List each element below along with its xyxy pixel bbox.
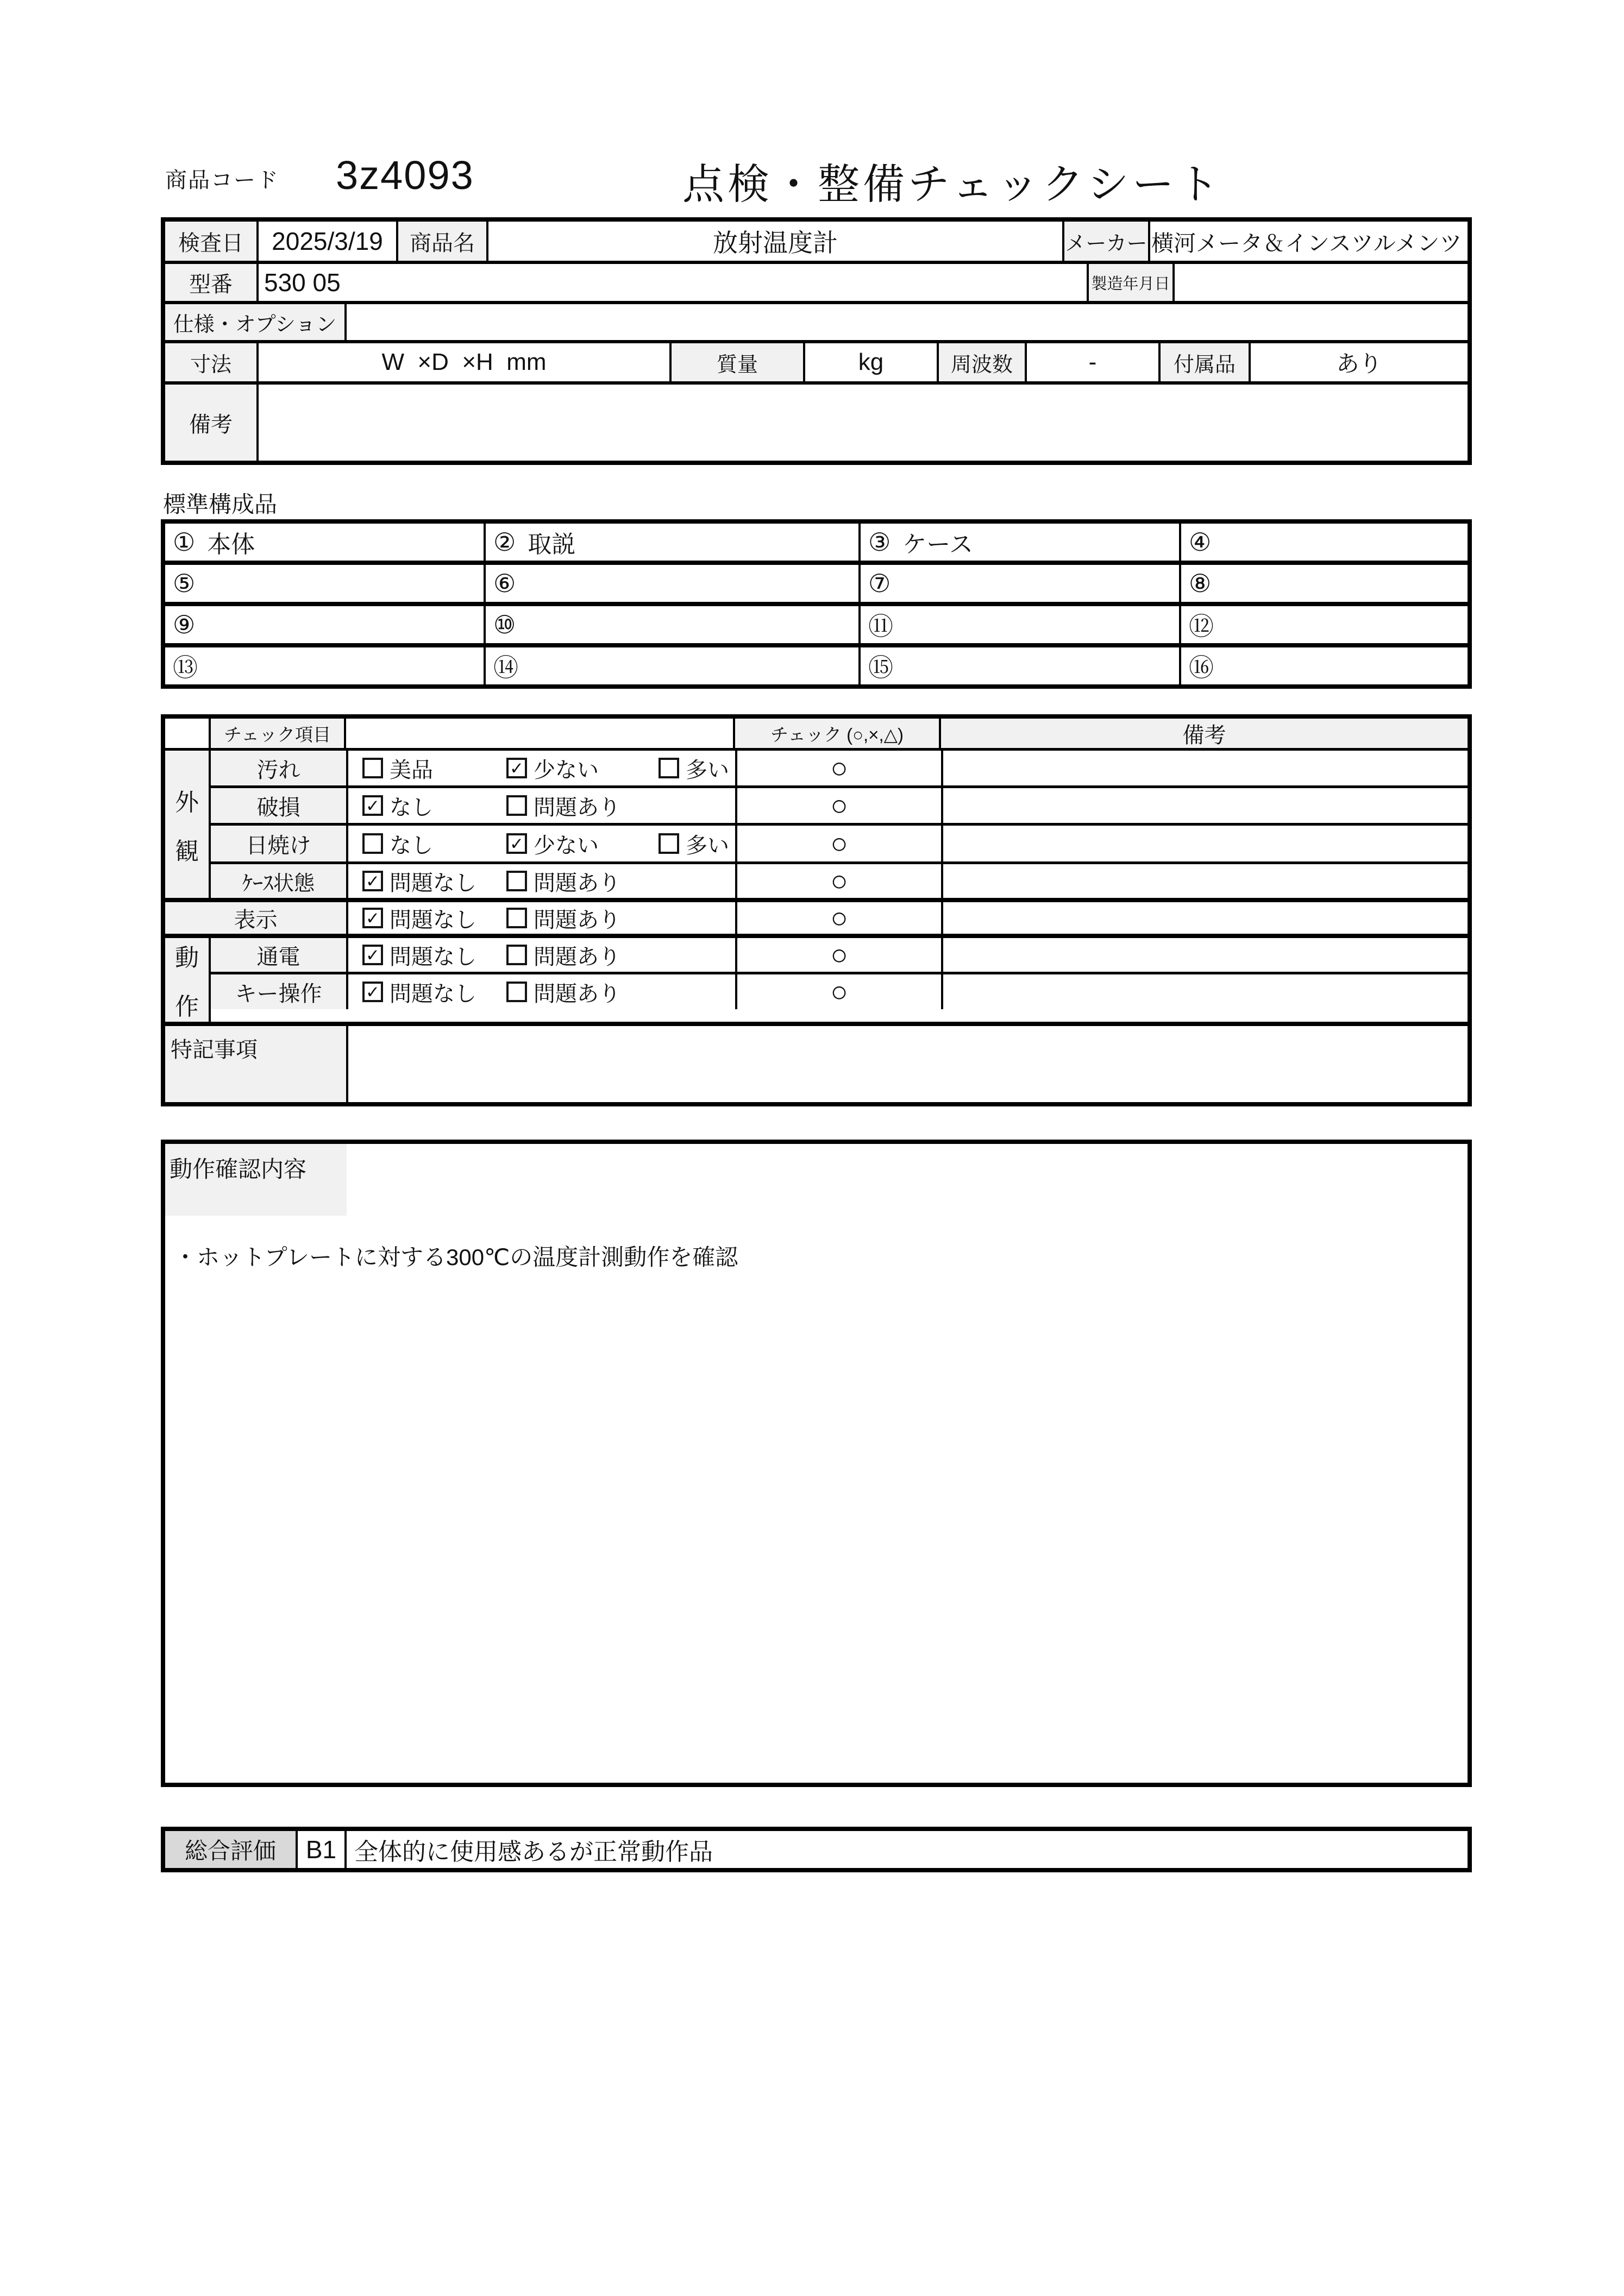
- page-header: [165, 152, 474, 198]
- product-name-label: 商品名: [396, 222, 486, 261]
- checkbox-checked-icon[interactable]: ✓: [362, 908, 383, 928]
- overall-grade-value: B1: [296, 1831, 344, 1868]
- remarks-label: 備考: [165, 385, 256, 461]
- checkbox-checked-icon[interactable]: ✓: [506, 758, 527, 778]
- check-mark-circle: ○: [735, 826, 941, 861]
- component-number: ⑩: [493, 611, 516, 639]
- components-row: [165, 561, 1468, 602]
- accessories-label: 付属品: [1158, 343, 1249, 381]
- check-item-header: チェック項目: [209, 719, 344, 748]
- check-option-label: 問題なし: [390, 945, 476, 969]
- checkbox-unchecked-icon[interactable]: [659, 833, 679, 854]
- remarks-value: [256, 385, 1468, 461]
- mfg-date-label: 製造年月日: [1087, 264, 1172, 301]
- component-number: ⑭: [493, 653, 518, 682]
- check-option-label: 問題あり: [534, 982, 620, 1006]
- info-row-4: [165, 340, 1468, 381]
- component-name: 本体: [207, 531, 255, 558]
- operation-group-label: [165, 938, 209, 1022]
- component-number: ⑧: [1189, 569, 1212, 597]
- check-row-power: [211, 938, 1468, 972]
- check-row-label: 表示: [165, 902, 346, 934]
- check-row-remarks: [941, 788, 1468, 823]
- page-title: 点検・整備チェックシート: [682, 161, 1222, 208]
- check-option-label: 少ない: [534, 758, 599, 782]
- check-option-label: 問題あり: [534, 908, 620, 932]
- component-cell: [484, 606, 858, 643]
- component-cell: [165, 647, 484, 684]
- component-number: ⑯: [1189, 653, 1214, 682]
- check-option-label: 問題なし: [390, 908, 476, 932]
- check-option-label: 多い: [686, 758, 729, 782]
- component-number: ②: [493, 528, 516, 556]
- check-row-display: [165, 898, 1468, 934]
- check-option: [362, 977, 506, 1008]
- inspection-date-value: 2025/3/19: [256, 222, 396, 261]
- operation-group-char: 動: [175, 945, 199, 971]
- maker-label: メーカー: [1062, 222, 1148, 261]
- check-option: [506, 828, 659, 859]
- check-row-label: 日焼け: [211, 826, 346, 861]
- component-cell: [484, 524, 858, 561]
- checkbox-checked-icon[interactable]: ✓: [362, 795, 383, 816]
- check-option: [362, 790, 506, 821]
- check-option: [506, 753, 659, 784]
- component-number: ⑤: [173, 569, 196, 597]
- component-cell: [1179, 565, 1468, 602]
- check-row-remarks: [941, 864, 1468, 898]
- product-code-value: 3z4093: [336, 153, 474, 198]
- operation-group: [165, 934, 1468, 1022]
- check-row-label: ｹｰｽ状態: [211, 864, 346, 898]
- component-cell: [1179, 606, 1468, 643]
- checkbox-unchecked-icon[interactable]: [506, 982, 527, 1002]
- appearance-group: [165, 748, 1468, 898]
- check-option-label: 多い: [686, 833, 729, 858]
- component-cell: [484, 565, 858, 602]
- check-options-header: [344, 719, 733, 748]
- checkbox-unchecked-icon[interactable]: [659, 758, 679, 778]
- inspection-date-label: 検査日: [165, 222, 256, 261]
- component-cell: [165, 606, 484, 643]
- spec-option-value: [344, 304, 1468, 340]
- checkbox-unchecked-icon[interactable]: [506, 871, 527, 891]
- overall-comment-value: 全体的に使用感あるが正常動作品: [344, 1831, 1468, 1868]
- check-row-label: 汚れ: [211, 751, 346, 785]
- overall-evaluation-row: [165, 1831, 1468, 1868]
- weight-value: kg: [803, 343, 937, 381]
- component-number: ⑪: [868, 612, 893, 640]
- check-row-case-condition: [211, 861, 1468, 898]
- check-mark-circle: ○: [735, 788, 941, 823]
- check-row-label: 破損: [211, 788, 346, 823]
- info-row-3: [165, 301, 1468, 340]
- components-row: [165, 602, 1468, 643]
- operation-check-box: [161, 1140, 1472, 1787]
- check-table: [161, 714, 1472, 1106]
- check-mark-circle: ○: [735, 938, 941, 972]
- weight-label: 質量: [669, 343, 803, 381]
- check-row-options: [346, 902, 735, 934]
- component-cell: [165, 524, 484, 561]
- checkbox-checked-icon[interactable]: ✓: [362, 982, 383, 1002]
- check-row-options: [346, 751, 735, 785]
- overall-evaluation-label: 総合評価: [165, 1831, 296, 1868]
- component-cell: [484, 647, 858, 684]
- components-row: [165, 524, 1468, 561]
- info-row-1: [165, 222, 1468, 261]
- check-option: [506, 903, 659, 934]
- check-option-label: 少ない: [534, 833, 599, 858]
- check-row-options: [346, 826, 735, 861]
- info-row-5: [165, 381, 1468, 461]
- check-mark-circle: ○: [735, 864, 941, 898]
- checkbox-checked-icon[interactable]: ✓: [506, 833, 527, 854]
- check-option-label: 問題なし: [390, 871, 476, 895]
- check-option: [362, 828, 506, 859]
- check-row-label: キー操作: [211, 974, 346, 1009]
- check-row-options: [346, 864, 735, 898]
- product-name-value: 放射温度計: [486, 222, 1062, 261]
- dimensions-value: W ×D ×H mm: [256, 343, 669, 381]
- check-option-label: 問題あり: [534, 945, 620, 969]
- component-cell: [858, 524, 1179, 561]
- maker-value: 横河メータ＆インスツルメンツ: [1148, 222, 1468, 261]
- special-notes-row: [165, 1022, 1468, 1102]
- check-option: [506, 790, 659, 821]
- check-row-damage: [211, 785, 1468, 823]
- check-option: [659, 828, 729, 859]
- component-number: ③: [868, 528, 891, 556]
- component-number: ⑫: [1189, 612, 1214, 640]
- component-cell: [858, 647, 1179, 684]
- dimensions-label: 寸法: [165, 343, 256, 381]
- overall-evaluation-table: [161, 1827, 1472, 1872]
- special-notes-label: 特記事項: [165, 1026, 346, 1102]
- check-option: [659, 753, 729, 784]
- frequency-label: 周波数: [937, 343, 1025, 381]
- check-option: [506, 977, 659, 1008]
- operation-check-label: 動作確認内容: [165, 1144, 347, 1216]
- check-mark-circle: ○: [735, 751, 941, 785]
- check-row-options: [346, 788, 735, 823]
- mfg-date-value: [1172, 264, 1468, 301]
- component-cell: [1179, 647, 1468, 684]
- check-option-label: 問題なし: [390, 982, 476, 1006]
- check-option: [362, 940, 506, 971]
- product-code-label: 商品コード: [165, 168, 279, 192]
- check-option-label: なし: [390, 833, 433, 858]
- special-notes-value: [346, 1026, 1468, 1102]
- operation-group-char: 作: [175, 993, 199, 1020]
- component-number: ⑮: [868, 653, 893, 682]
- check-row-remarks: [941, 974, 1468, 1009]
- model-value: 530 05: [256, 264, 1087, 301]
- check-row-label: 通電: [211, 938, 346, 972]
- checkbox-checked-icon[interactable]: ✓: [362, 945, 383, 965]
- frequency-value: -: [1025, 343, 1158, 381]
- model-label: 型番: [165, 264, 256, 301]
- check-option-label: なし: [390, 795, 433, 820]
- check-mark-circle: ○: [735, 974, 941, 1009]
- info-table: [161, 217, 1472, 465]
- check-header-spacer: [165, 719, 209, 748]
- check-row-remarks: [941, 938, 1468, 972]
- components-row: [165, 643, 1468, 684]
- check-option: [362, 866, 506, 897]
- check-option: [506, 866, 659, 897]
- checkbox-unchecked-icon[interactable]: [506, 795, 527, 816]
- check-row-remarks: [941, 826, 1468, 861]
- info-row-2: [165, 261, 1468, 301]
- checkbox-unchecked-icon[interactable]: [506, 945, 527, 965]
- check-row-remarks: [941, 902, 1468, 934]
- component-name: 取説: [528, 531, 576, 558]
- component-number: ⑬: [173, 653, 198, 682]
- component-name: ケース: [902, 531, 974, 558]
- check-option-label: 問題あり: [534, 795, 620, 820]
- accessories-value: あり: [1249, 343, 1468, 381]
- spec-option-label: 仕様・オプション: [165, 304, 344, 340]
- check-option-label: 問題あり: [534, 871, 620, 895]
- check-option: [362, 753, 506, 784]
- components-title: 標準構成品: [163, 492, 278, 517]
- appearance-group-char: 外: [175, 789, 199, 816]
- checkbox-unchecked-icon[interactable]: [362, 833, 383, 854]
- check-remarks-header: 備考: [939, 719, 1468, 748]
- check-option: [362, 903, 506, 934]
- component-number: ①: [173, 528, 196, 556]
- components-table: [161, 519, 1472, 689]
- component-cell: [858, 565, 1179, 602]
- component-cell: [858, 606, 1179, 643]
- appearance-group-char: 観: [175, 838, 199, 865]
- component-number: ④: [1189, 528, 1212, 556]
- component-cell: [165, 565, 484, 602]
- check-table-header: [165, 719, 1468, 748]
- check-mark-circle: ○: [735, 902, 941, 934]
- check-option-label: 美品: [390, 758, 433, 782]
- check-option: [506, 940, 659, 971]
- appearance-group-label: [165, 751, 209, 898]
- component-number: ⑥: [493, 569, 516, 597]
- check-row-options: [346, 974, 735, 1009]
- checkbox-unchecked-icon[interactable]: [362, 758, 383, 778]
- check-row-options: [346, 938, 735, 972]
- check-mark-header: チェック (○,×,△): [733, 719, 939, 748]
- checkbox-checked-icon[interactable]: ✓: [362, 871, 383, 891]
- check-row-dirt: [211, 751, 1468, 785]
- check-row-sunfade: [211, 823, 1468, 861]
- check-row-key-operation: [211, 972, 1468, 1009]
- operation-check-line: ・ホットプレートに対する300℃の温度計測動作を確認: [174, 1244, 738, 1270]
- check-row-remarks: [941, 751, 1468, 785]
- component-number: ⑦: [868, 569, 891, 597]
- component-number: ⑨: [173, 611, 196, 639]
- checkbox-unchecked-icon[interactable]: [506, 908, 527, 928]
- component-cell: [1179, 524, 1468, 561]
